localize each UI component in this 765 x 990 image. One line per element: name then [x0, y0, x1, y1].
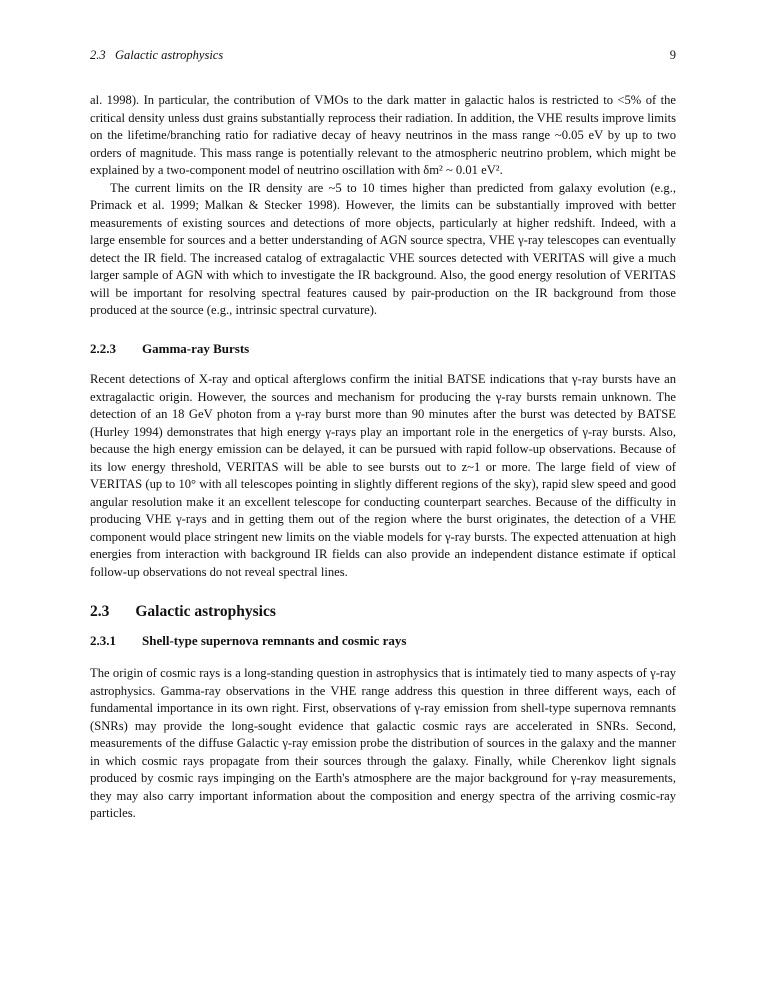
- section-heading-galactic-astrophysics: [90, 603, 676, 621]
- paragraph-vmo-neutrino: al. 1998). In particular, the contribution of VMOs to the dark matter in galactic halos is restricted to <5% of the critical density unless dust grains substantially reprocess their radiation. In addition, the VHE results improve limits on the lifetime/branching ratio for radiative decay of heavy neutrinos in the mass range ~0.05 eV by up to two orders of magnitude. This mass range is potentially relevant to the atmospheric neutrino problem, which might be explained by a two-component model of neutrino oscillation with δm² ~ 0.01 eV².: [90, 93, 676, 177]
- running-header-section: 2.3 Galactic astrophysics: [90, 48, 224, 62]
- section-number: 2.3: [90, 603, 110, 620]
- subsection-number: 2.3.1: [90, 632, 116, 648]
- body-text: [90, 92, 676, 823]
- paragraph-gamma-ray-bursts: Recent detections of X-ray and optical afterglows confirm the initial BATSE indications that γ-ray bursts have an extragalactic origin. However, the sources and mechanism for producing the γ-ray bursts remain unknown. The detection of an 18 GeV photon from a γ-ray burst more than 90 minutes after the burst was detected by BATSE (Hurley 1994) demonstrates that high energy γ-rays play an important role in the energetics of γ-ray bursts. Also, because the high energy emission can be delayed, it can be pursued with rapid follow-up observations. Because of its low energy threshold, VERITAS will be able to see bursts out to z~1 or more. The large field of view of VERITAS (up to 10° with all telescopes pointing in slightly different regions of the sky), rapid slew speed and good angular resolution make it an excellent telescope for conducting counterpart searches. Because of the difficulty in producing VHE γ-rays and in getting them out of the region where the burst originates, the detection of a VHE component would place stringent new limits on the viable models for γ-ray bursts. The expected attenuation at high energies from interaction with background IR fields can also provide an independent distance estimate if optical follow-up observations do not reveal spectral lines.: [90, 372, 676, 579]
- subsection-heading-snr-cosmic-rays: [90, 632, 676, 650]
- paragraph-cosmic-ray-origin: The origin of cosmic rays is a long-standing question in astrophysics that is intimately tied to many aspects of γ-ray astrophysics. Gamma-ray observations in the VHE range address this question in three different ways, each of fundamental importance in its own right. First, observations of γ-ray emission from shell-type supernova remnants (SNRs) may provide the long-sought evidence that galactic cosmic rays are accelerated in SNRs. Second, measurements of the diffuse Galactic γ-ray emission probe the distribution of sources in the galaxy and the manner in which cosmic rays propagate from their sources through the galaxy. Finally, while Cherenkov light signals produced by cosmic rays impinging on the Earth's atmosphere are the major background for γ-ray measurements, they may also carry important information about the composition and energy spectra of the arriving cosmic-ray particles.: [90, 666, 676, 820]
- subsection-title: Gamma-ray Bursts: [142, 340, 250, 356]
- subsection-heading-gamma-ray-bursts: [90, 340, 676, 358]
- subsection-title: Shell-type supernova remnants and cosmic rays: [142, 632, 407, 648]
- page-number: 9: [669, 48, 676, 62]
- running-header: [90, 48, 676, 63]
- subsection-number: 2.2.3: [90, 340, 116, 356]
- paragraph-ir-density: The current limits on the IR density are ~5 to 10 times higher than predicted from galaxy evolution (e.g., Primack et al. 1999; Malkan & Stecker 1998). However, the limits can be substantially improved with better measurements of existing sources and detections of more objects, particularly at higher redshift. Indeed, with a large ensemble for sources and a better understanding of AGN source spectra, VHE γ-ray telescopes can eventually detect the IR field. The increased catalog of extragalactic VHE sources detected with VERITAS will give a much larger sample of AGN with which to investigate the IR background. Also, the good energy resolution of VERITAS will be important for resolving spectral features caused by pair-production on the IR background from those produced at the source (e.g., intrinsic spectral curvature).: [90, 180, 676, 317]
- section-title: Galactic astrophysics: [135, 603, 276, 620]
